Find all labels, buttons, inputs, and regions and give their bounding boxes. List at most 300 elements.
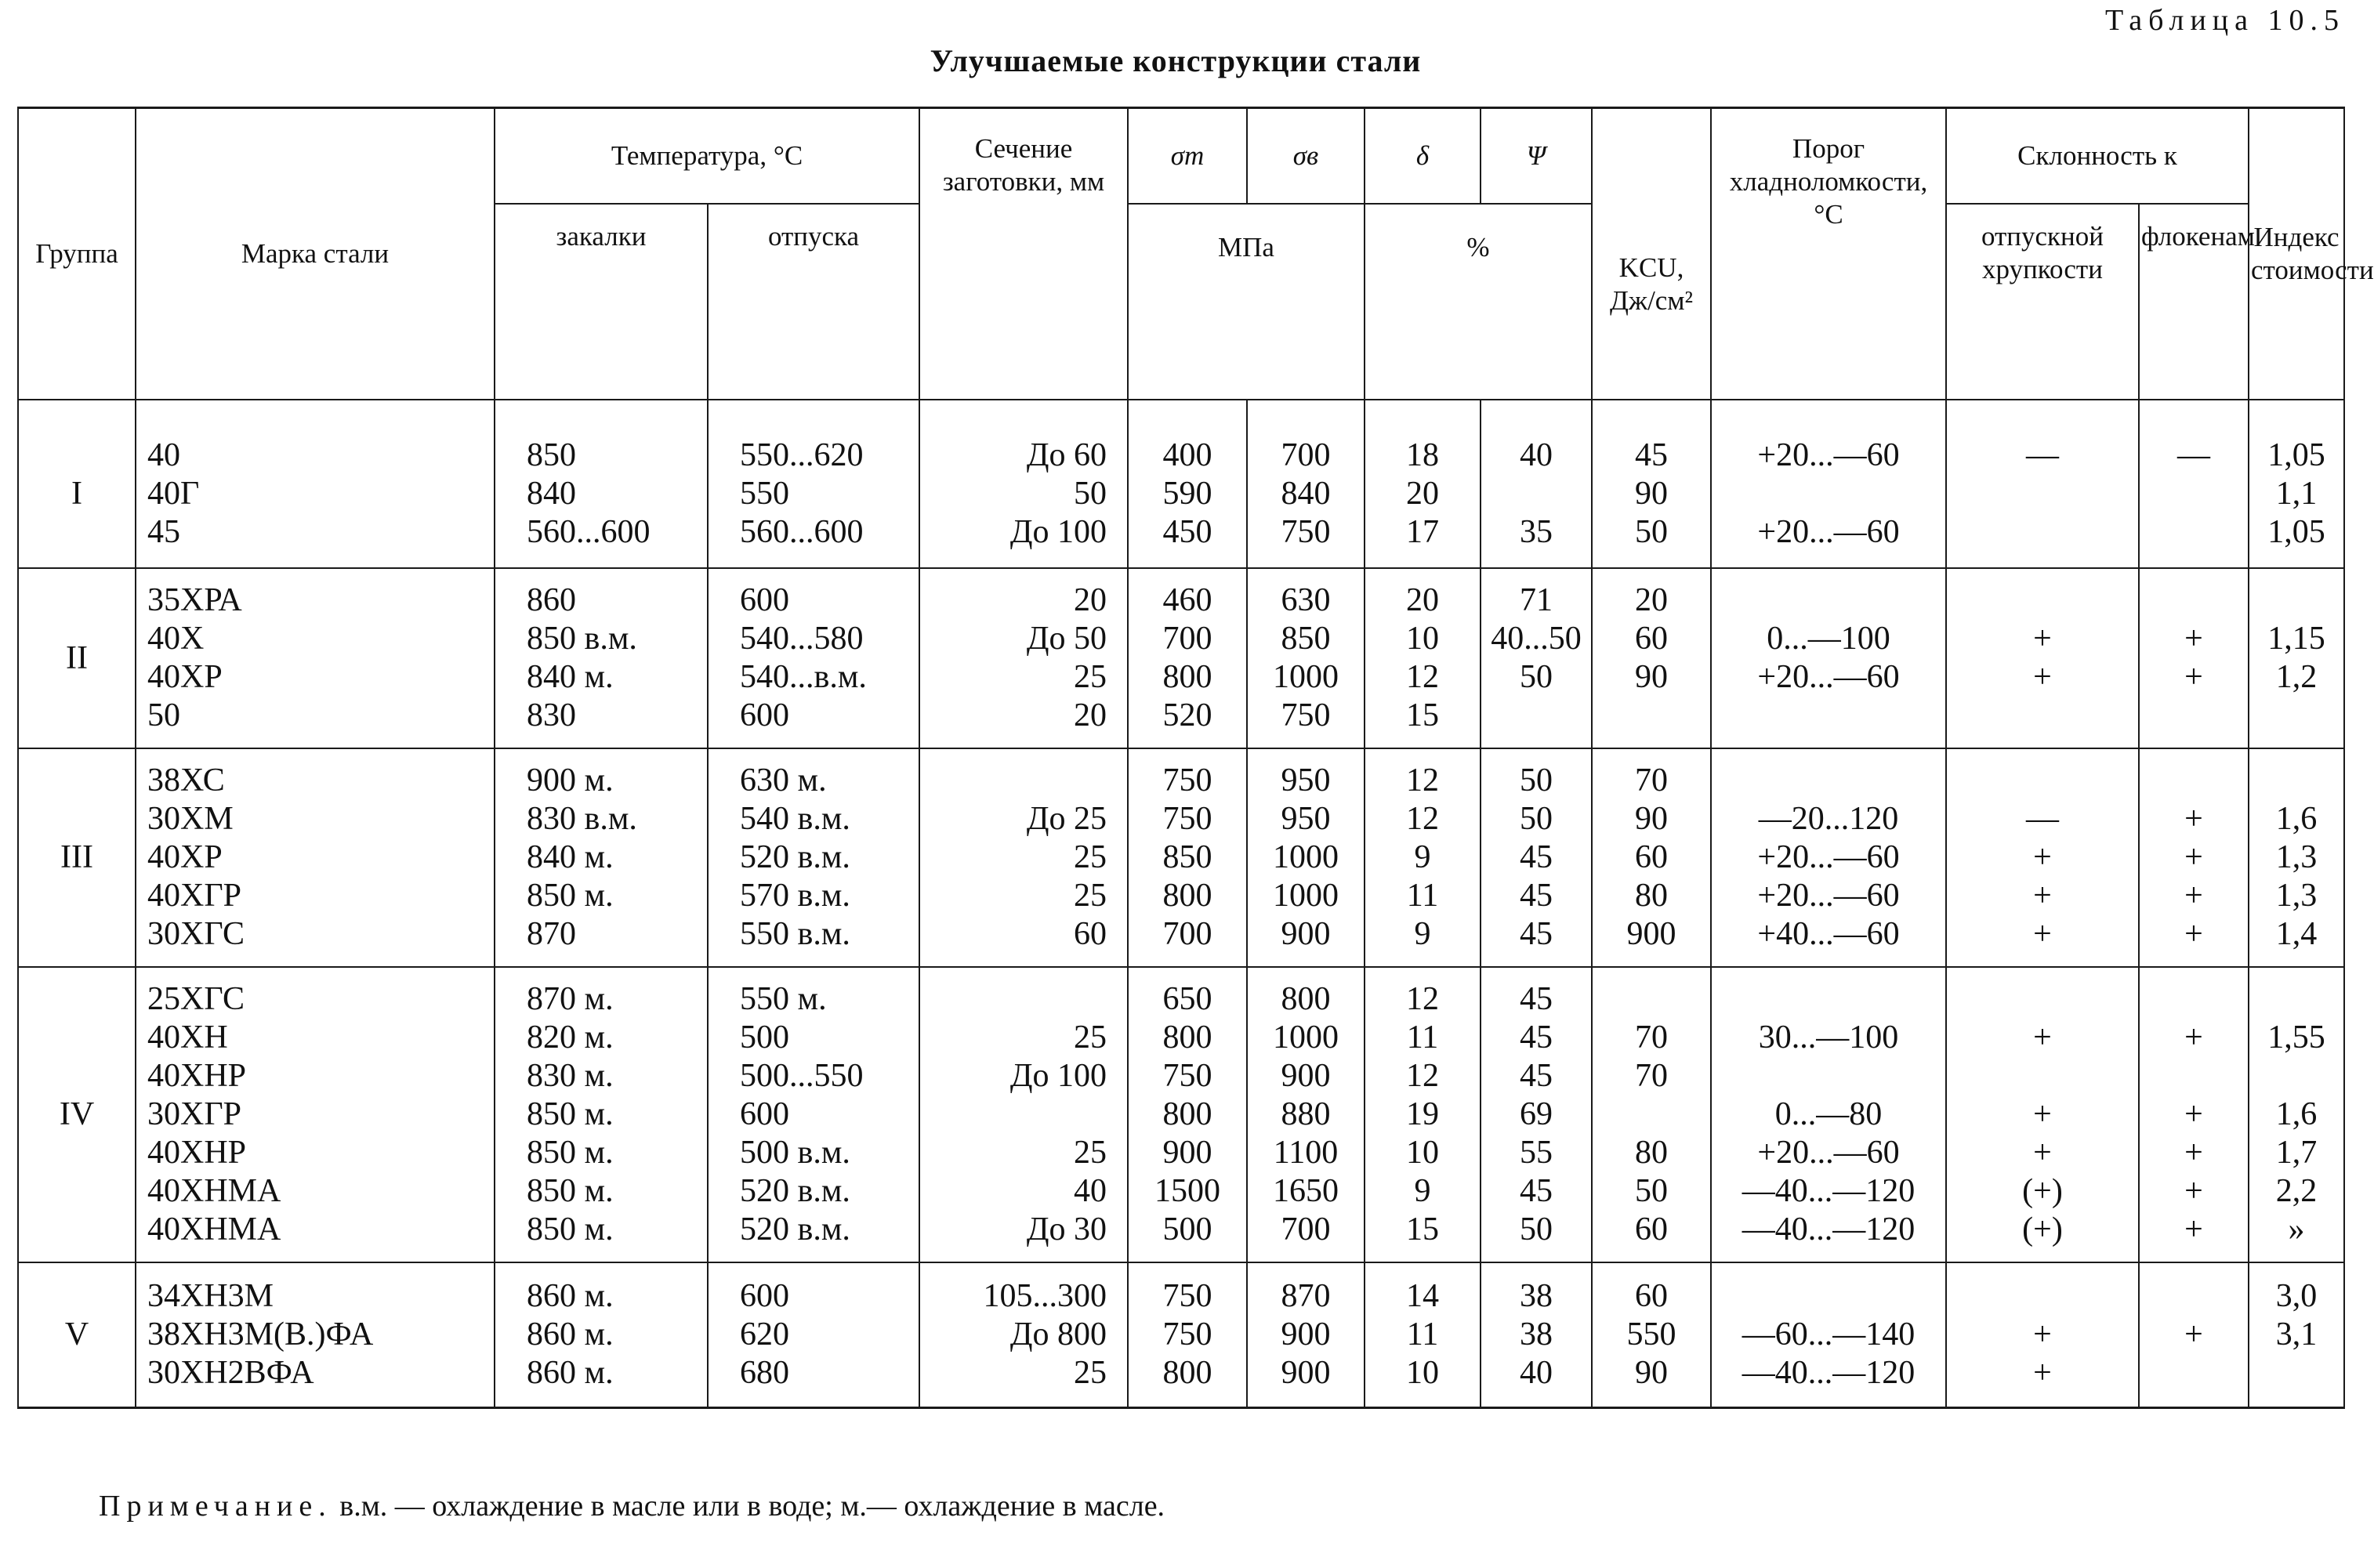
cell-value: 800	[1162, 659, 1212, 695]
cell-value: 1000	[1273, 659, 1339, 695]
cell-value: 40Г	[147, 476, 200, 512]
cell-value: 830 м.	[527, 1058, 614, 1094]
cell-value: 34ХН3М	[147, 1278, 274, 1314]
cell-value	[1713, 762, 1944, 800]
cell-value: 20	[1406, 582, 1439, 618]
cell-value: 840 м.	[527, 659, 614, 695]
cell-value: 1,6	[2275, 1096, 2318, 1132]
header-unit-percent: %	[1365, 204, 1592, 400]
cell-value	[1948, 980, 2137, 1019]
cell-threshold	[1711, 400, 1946, 568]
cell-value: 10	[1406, 1135, 1439, 1171]
cell-value: 9	[1414, 1173, 1431, 1209]
cell-flakes	[2139, 748, 2249, 967]
cell-value	[1594, 1095, 1709, 1134]
table-title: Улучшаемые конструкции стали	[930, 43, 1422, 78]
cell-value: 540...в.м.	[740, 659, 867, 695]
cell-temper-brittleness	[1946, 568, 2139, 748]
cell-cost-index	[2249, 967, 2344, 1262]
cell-value: 2,2	[2275, 1173, 2318, 1209]
cell-value	[1948, 762, 2137, 800]
cell-value: —40...—120	[1742, 1173, 1916, 1209]
cell-value: 820 м.	[527, 1019, 614, 1056]
cell-value: 30...—100	[1758, 1019, 1899, 1056]
footnote-lead: Примечание.	[99, 1490, 332, 1523]
cell-value: —40...—120	[1742, 1355, 1916, 1391]
cell-value: До 30	[1026, 1211, 1107, 1248]
cell-sigma-b	[1247, 967, 1365, 1262]
cell-value: 560...600	[527, 514, 651, 550]
cell-value: 25	[1074, 659, 1107, 695]
cell-value: 850 м.	[527, 1135, 614, 1171]
cell-value: 870 м.	[527, 981, 614, 1017]
cell-value: 14	[1406, 1278, 1439, 1314]
cell-value: 0...—80	[1774, 1096, 1883, 1132]
cell-value: 840	[1281, 476, 1331, 512]
cell-value: 30ХГС	[147, 916, 245, 952]
cell-sigma-b	[1247, 400, 1365, 568]
cell-value: 500...550	[740, 1058, 864, 1094]
cell-sigma-t	[1128, 400, 1247, 568]
cell-value: 850 в.м.	[527, 621, 637, 657]
cell-value: 1,7	[2275, 1135, 2318, 1171]
cell-value: 860 м.	[527, 1355, 614, 1391]
cell-cost-index	[2249, 748, 2344, 967]
cell-value: +20...—60	[1757, 659, 1900, 695]
header-flakes: флокенам	[2139, 204, 2249, 400]
cell-value: 25	[1074, 878, 1107, 914]
header-grade: Марка стали	[136, 108, 495, 400]
cell-value: 17	[1406, 514, 1439, 550]
cell-value: 830 в.м.	[527, 801, 637, 837]
table-row-group	[18, 400, 2344, 568]
cell-value: 20	[1635, 582, 1668, 618]
cell-value	[1713, 697, 1944, 735]
cell-value	[1948, 697, 2137, 735]
cell-value: 800	[1162, 1096, 1212, 1132]
cell-threshold	[1711, 967, 1946, 1262]
cell-value: +	[2033, 916, 2052, 952]
header-kcu: KCU, Дж/см²	[1592, 108, 1711, 400]
cell-value: 1000	[1273, 839, 1339, 875]
cell-value: +	[2033, 839, 2052, 875]
cell-value: 1,3	[2275, 878, 2318, 914]
cell-value: 30ХМ	[147, 801, 234, 837]
cell-value: 12	[1406, 801, 1439, 837]
cell-value: 800	[1281, 981, 1331, 1017]
cell-temper-temp	[708, 967, 919, 1262]
cell-value	[1948, 581, 2137, 620]
cell-quench-temp	[495, 1262, 708, 1408]
cell-value: 20	[1406, 476, 1439, 512]
cell-value: 850 м.	[527, 1096, 614, 1132]
cell-value: 400	[1162, 437, 1212, 473]
cell-sigma-t	[1128, 568, 1247, 748]
cell-value: 500 в.м.	[740, 1135, 850, 1171]
header-unit-mpa: МПа	[1128, 204, 1365, 400]
cell-value: 80	[1635, 1135, 1668, 1171]
cell-value: 1,15	[2267, 621, 2325, 657]
cell-value: 750	[1281, 697, 1331, 733]
cell-value: +	[2033, 621, 2052, 657]
header-temper-brittleness: отпускной хрупкости	[1946, 204, 2139, 400]
cell-value: 750	[1162, 1316, 1212, 1353]
cell-value: 1500	[1154, 1173, 1220, 1209]
cell-sigma-t	[1128, 1262, 1247, 1408]
cell-temper-brittleness	[1946, 400, 2139, 568]
cell-value	[1948, 513, 2137, 552]
cell-value: 850 м.	[527, 878, 614, 914]
cell-value: 900 м.	[527, 762, 614, 798]
header-section: Сечение заготовки, мм	[919, 108, 1128, 400]
cell-value: 40ХР	[147, 839, 223, 875]
cell-value: 50	[1520, 659, 1553, 695]
cell-value: +	[2033, 878, 2052, 914]
cell-value: 550 в.м.	[740, 916, 850, 952]
cell-value: 1,6	[2275, 801, 2318, 837]
cell-value: До 100	[1009, 514, 1107, 550]
cell-value	[2141, 1277, 2246, 1316]
cell-value: 750	[1162, 1058, 1212, 1094]
cell-value: 45	[1520, 1019, 1553, 1056]
cell-section	[919, 400, 1128, 568]
cell-value: 25	[1074, 1135, 1107, 1171]
cell-value: 520 в.м.	[740, 1211, 850, 1248]
cell-quench-temp	[495, 400, 708, 568]
cell-value: 9	[1414, 839, 1431, 875]
cell-value: +	[2184, 1135, 2203, 1171]
cell-value: 1,55	[2267, 1019, 2325, 1056]
cell-threshold	[1711, 748, 1946, 967]
cell-value: 850 м.	[527, 1173, 614, 1209]
cell-value: 1,05	[2267, 437, 2325, 473]
table-header	[18, 108, 2374, 400]
cell-flakes	[2139, 568, 2249, 748]
cell-value: 800	[1162, 1355, 1212, 1391]
cell-value: 40	[1520, 437, 1553, 473]
cell-value: 40ХНР	[147, 1058, 247, 1094]
cell-value: 40ХН	[147, 1019, 228, 1056]
cell-value: —	[2026, 437, 2059, 473]
cell-value: 1,1	[2275, 476, 2318, 512]
cell-value: 70	[1635, 1019, 1668, 1056]
cell-value: +	[2184, 1211, 2203, 1248]
cell-value: +40...—60	[1757, 916, 1900, 952]
cell-sigma-b	[1247, 748, 1365, 967]
cell-value: 900	[1281, 1316, 1331, 1353]
cell-value: 700	[1281, 437, 1331, 473]
cell-value: 550 м.	[740, 981, 827, 1017]
cell-value	[2141, 762, 2246, 800]
cell-value: +	[2033, 1096, 2052, 1132]
cell-value: 830	[527, 697, 576, 733]
header-temper: отпуска	[708, 204, 919, 400]
cell-value: 10	[1406, 1355, 1439, 1391]
cell-value: 500	[1162, 1211, 1212, 1248]
cell-temper-temp	[708, 568, 919, 748]
cell-value: 71	[1520, 582, 1553, 618]
cell-value: 600	[740, 1096, 789, 1132]
cell-value: 460	[1162, 582, 1212, 618]
cell-value: 45	[1520, 981, 1553, 1017]
cell-cost-index	[2249, 400, 2344, 568]
cell-value: 620	[740, 1316, 789, 1353]
cell-value: 900	[1281, 1355, 1331, 1391]
cell-value: 45	[1520, 916, 1553, 952]
cell-sigma-t	[1128, 748, 1247, 967]
cell-value: До 50	[1026, 621, 1107, 657]
cell-value: 40ХНМА	[147, 1211, 281, 1248]
cell-value: 11	[1406, 1019, 1439, 1056]
cell-kcu	[1592, 568, 1711, 748]
cell-value: 35	[1520, 514, 1553, 550]
cell-value	[922, 762, 1107, 800]
cell-value: +	[2184, 1316, 2203, 1353]
cell-quench-temp	[495, 748, 708, 967]
cell-value: 69	[1520, 1096, 1553, 1132]
cell-value: 1,4	[2275, 916, 2318, 952]
cell-value: +20...—60	[1757, 839, 1900, 875]
cell-value: 900	[1281, 1058, 1331, 1094]
cell-grade	[136, 1262, 495, 1408]
cell-threshold	[1711, 568, 1946, 748]
cell-grade	[136, 748, 495, 967]
cell-value: 80	[1635, 878, 1668, 914]
cell-delta	[1365, 748, 1481, 967]
cell-value: 40ХР	[147, 659, 223, 695]
cell-value: 25	[1074, 1019, 1107, 1056]
cell-value: +	[2033, 659, 2052, 695]
cell-value: 900	[1281, 916, 1331, 952]
cell-grade	[136, 967, 495, 1262]
cell-value: 40ХНМА	[147, 1173, 281, 1209]
cell-value: 60	[1074, 916, 1107, 952]
cell-value	[2251, 697, 2342, 735]
cell-temper-temp	[708, 1262, 919, 1408]
cell-delta	[1365, 1262, 1481, 1408]
cell-value: 540...580	[740, 621, 864, 657]
cell-value: 45	[1520, 878, 1553, 914]
cell-value	[1483, 475, 1589, 513]
header-quench: закалки	[495, 204, 708, 400]
cell-value	[2251, 980, 2342, 1019]
cell-kcu	[1592, 1262, 1711, 1408]
cell-value	[2141, 697, 2246, 735]
cell-value: 850	[1281, 621, 1331, 657]
cell-value: +	[2184, 1096, 2203, 1132]
cell-value: 45	[1520, 1058, 1553, 1094]
cell-value: 1650	[1273, 1173, 1339, 1209]
cell-value: 750	[1281, 514, 1331, 550]
cell-value: +	[2033, 1316, 2052, 1353]
cell-psi	[1481, 400, 1592, 568]
cell-value: 870	[1281, 1278, 1331, 1314]
cell-value: —	[2026, 801, 2059, 837]
cell-value: 55	[1520, 1135, 1553, 1171]
cell-value: 18	[1406, 437, 1439, 473]
header-cost-index: Индекс стоимости	[2249, 108, 2344, 400]
cell-value: +20...—60	[1757, 878, 1900, 914]
cell-kcu	[1592, 400, 1711, 568]
cell-value: —40...—120	[1742, 1211, 1916, 1248]
cell-value: 700	[1162, 916, 1212, 952]
cell-group-name: IV	[18, 967, 136, 1262]
cell-quench-temp	[495, 568, 708, 748]
cell-value: 550...620	[740, 437, 864, 473]
header-temperature: Температура, °С	[495, 108, 919, 205]
cell-value: 12	[1406, 762, 1439, 798]
cell-cost-index	[2249, 1262, 2344, 1408]
table-row-group	[18, 1262, 2344, 1408]
cell-value: 60	[1635, 1278, 1668, 1314]
cell-flakes	[2139, 1262, 2249, 1408]
cell-value	[1713, 980, 1944, 1019]
cell-value: 850	[1162, 839, 1212, 875]
cell-value: 950	[1281, 801, 1331, 837]
cell-value: 1000	[1273, 1019, 1339, 1056]
cell-temper-brittleness	[1946, 967, 2139, 1262]
cell-value: —20...120	[1758, 801, 1899, 837]
cell-value: +	[2184, 659, 2203, 695]
cell-value: +	[2184, 878, 2203, 914]
cell-value: 20	[1074, 582, 1107, 618]
cell-value: 60	[1635, 1211, 1668, 1248]
header-cold-brittleness-threshold: Порог хладноломкости, °С	[1711, 108, 1946, 400]
cell-value: 840	[527, 476, 576, 512]
cell-temper-temp	[708, 400, 919, 568]
cell-value: 25	[1074, 839, 1107, 875]
cell-value: 11	[1406, 1316, 1439, 1353]
cell-value: +	[2184, 801, 2203, 837]
cell-group-name: II	[18, 568, 136, 748]
cell-value	[1594, 980, 1709, 1019]
cell-value: +	[2184, 1019, 2203, 1056]
cell-value: +	[2184, 621, 2203, 657]
cell-psi	[1481, 1262, 1592, 1408]
cell-value: 40Х	[147, 621, 205, 657]
cell-value: 870	[527, 916, 576, 952]
cell-value: +	[2184, 1173, 2203, 1209]
cell-value: 90	[1635, 476, 1668, 512]
cell-value: +	[2184, 839, 2203, 875]
cell-value: +20...—60	[1757, 1135, 1900, 1171]
cell-flakes	[2139, 967, 2249, 1262]
cell-value	[1713, 475, 1944, 513]
header-tendency: Склонность к	[1946, 108, 2249, 205]
cell-value: 45	[1635, 437, 1668, 473]
header-delta: δ	[1365, 108, 1481, 205]
cell-value: 590	[1162, 476, 1212, 512]
cell-value: 550	[1626, 1316, 1676, 1353]
cell-value: +	[2033, 1019, 2052, 1056]
cell-section	[919, 748, 1128, 967]
cell-value: 20	[1074, 697, 1107, 733]
cell-temper-temp	[708, 748, 919, 967]
cell-value: 40ХГР	[147, 878, 241, 914]
cell-temper-brittleness	[1946, 1262, 2139, 1408]
cell-value: 850 м.	[527, 1211, 614, 1248]
cell-value: 35ХРА	[147, 582, 242, 618]
cell-value	[2251, 1354, 2342, 1392]
cell-sigma-t	[1128, 967, 1247, 1262]
cell-value: 840 м.	[527, 839, 614, 875]
cell-value: 880	[1281, 1096, 1331, 1132]
cell-value	[1483, 697, 1589, 735]
cell-value: 1,3	[2275, 839, 2318, 875]
cell-group-name: III	[18, 748, 136, 967]
cell-value: 560...600	[740, 514, 864, 550]
cell-value: 40ХНР	[147, 1135, 247, 1171]
cell-value: —	[2177, 437, 2210, 473]
cell-value: 900	[1162, 1135, 1212, 1171]
cell-value	[1948, 1057, 2137, 1095]
cell-value: 3,1	[2275, 1316, 2318, 1353]
cell-value: 9	[1414, 916, 1431, 952]
cell-value: До 25	[1026, 801, 1107, 837]
cell-value	[2251, 762, 2342, 800]
cell-value: 3,0	[2275, 1278, 2318, 1314]
cell-value: +20...—60	[1757, 514, 1900, 550]
cell-value	[1948, 1277, 2137, 1316]
cell-value	[922, 1095, 1107, 1134]
cell-value: 630	[1281, 582, 1331, 618]
cell-section	[919, 1262, 1128, 1408]
cell-value: +	[2033, 1135, 2052, 1171]
cell-cost-index	[2249, 568, 2344, 748]
header-sigma-b: σв	[1247, 108, 1365, 205]
cell-value: 860 м.	[527, 1316, 614, 1353]
cell-value: 750	[1162, 801, 1212, 837]
cell-value: 850	[527, 437, 576, 473]
cell-value: 38ХС	[147, 762, 225, 798]
cell-value: До 100	[1009, 1058, 1107, 1094]
cell-value	[1713, 1277, 1944, 1316]
cell-value: 800	[1162, 878, 1212, 914]
cell-value	[2141, 581, 2246, 620]
cell-value: 680	[740, 1355, 789, 1391]
cell-value: 1000	[1273, 878, 1339, 914]
footnote	[99, 1489, 1165, 1523]
cell-value: 40...50	[1491, 621, 1582, 657]
cell-value	[1948, 475, 2137, 513]
cell-group-name: I	[18, 400, 136, 568]
cell-value	[1713, 581, 1944, 620]
cell-delta	[1365, 400, 1481, 568]
cell-value	[2141, 980, 2246, 1019]
cell-flakes	[2139, 400, 2249, 568]
steel-properties-table	[17, 107, 2374, 1409]
cell-value: 60	[1635, 621, 1668, 657]
cell-value: 38ХН3М(В.)ФА	[147, 1316, 374, 1353]
cell-value: 570 в.м.	[740, 878, 850, 914]
table-row-group	[18, 748, 2344, 967]
cell-value: 50	[1520, 762, 1553, 798]
cell-value: 520	[1162, 697, 1212, 733]
cell-delta	[1365, 568, 1481, 748]
cell-value	[2141, 1354, 2246, 1392]
cell-value: 12	[1406, 1058, 1439, 1094]
cell-value: 50	[1520, 1211, 1553, 1248]
cell-value: +	[2184, 916, 2203, 952]
cell-section	[919, 967, 1128, 1262]
cell-value: 650	[1162, 981, 1212, 1017]
cell-psi	[1481, 967, 1592, 1262]
cell-value: 0...—100	[1767, 621, 1890, 657]
cell-value: 38	[1520, 1278, 1553, 1314]
cell-value: 900	[1626, 916, 1676, 952]
cell-value: 950	[1281, 762, 1331, 798]
cell-value: (+)	[2022, 1211, 2063, 1248]
